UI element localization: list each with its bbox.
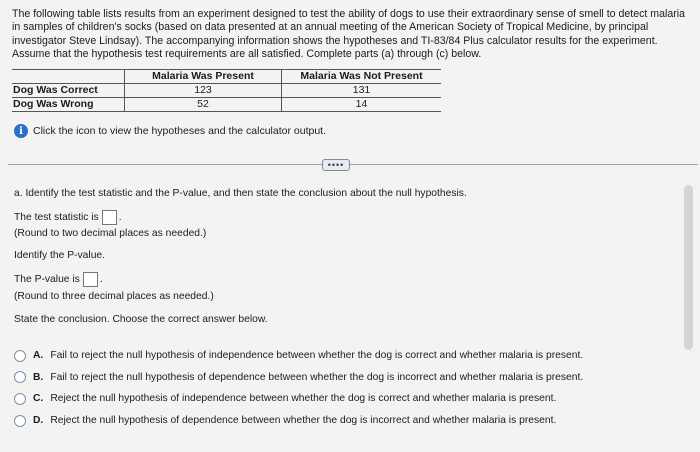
cell-wrong-not-present: 14 — [355, 98, 368, 110]
table-header-row — [12, 70, 441, 84]
option-letter: B. — [33, 371, 44, 383]
option-text: Fail to reject the null hypothesis of dependence between whether the dog is incorrect and whether malaria is present. — [50, 371, 584, 383]
info-icon[interactable]: i — [14, 124, 28, 138]
section-divider — [8, 164, 698, 165]
option-d[interactable] — [14, 410, 583, 432]
cell-correct-present: 123 — [125, 84, 282, 98]
cell-wrong-present: 52 — [125, 98, 282, 112]
radio-icon[interactable] — [14, 371, 26, 383]
vertical-scrollbar[interactable] — [684, 185, 693, 350]
p-value-input[interactable] — [83, 272, 98, 287]
option-letter: A. — [33, 350, 44, 362]
test-statistic-hint: (Round to two decimal places as needed.) — [14, 228, 207, 239]
radio-icon[interactable] — [14, 350, 26, 362]
option-letter: D. — [33, 415, 44, 427]
option-text: Fail to reject the null hypothesis of independence between whether the dog is correct and whether malaria is present. — [50, 350, 584, 362]
answer-options — [14, 345, 583, 431]
option-text: Reject the null hypothesis of dependence between whether the dog is incorrect and whether malaria is present. — [50, 415, 557, 427]
row-label-dog-correct: Dog Was Correct — [12, 84, 125, 98]
radio-icon[interactable] — [14, 415, 26, 427]
info-text: Click the icon to view the hypotheses and the calculator output. — [33, 125, 327, 137]
results-table — [12, 69, 441, 112]
option-c[interactable] — [14, 388, 583, 410]
conclusion-prompt: State the conclusion. Choose the correct answer below. — [14, 314, 268, 325]
period: . — [99, 274, 103, 285]
p-value-line — [14, 272, 103, 287]
table-row — [12, 84, 441, 98]
p-value-hint: (Round to three decimal places as needed.) — [14, 291, 214, 302]
identify-p-value-label: Identify the P-value. — [14, 250, 106, 261]
period: . — [118, 212, 122, 223]
option-text: Reject the null hypothesis of independence between whether the dog is correct and whether malaria is present. — [50, 393, 557, 405]
test-statistic-prefix: The test statistic is — [14, 212, 99, 223]
table-corner-cell — [12, 70, 125, 84]
table-row — [12, 98, 441, 112]
radio-icon[interactable] — [14, 393, 26, 405]
test-statistic-input[interactable] — [102, 210, 117, 225]
info-row — [14, 124, 326, 138]
p-value-prefix: The P-value is — [14, 274, 80, 285]
column-header-malaria-not-present: Malaria Was Not Present — [282, 70, 442, 84]
part-a-title: a. Identify the test statistic and the P-value, and then state the conclusion about the null hypothesis. — [14, 188, 467, 199]
test-statistic-line — [14, 210, 122, 225]
option-a[interactable] — [14, 345, 583, 367]
expand-more-button[interactable]: •••• — [322, 159, 350, 171]
cell-correct-not-present: 131 — [352, 84, 371, 96]
option-letter: C. — [33, 393, 44, 405]
problem-intro: The following table lists results from an experiment designed to test the ability of dogs to use their extraordinary sense of smell to detect malaria in samples of children's socks (based on data presented at an annual meeting of the American Society of Tropical Medicine, by principal investigator Steve Lindsay). The accompanying information shows the hypotheses and TI-83/84 Plus calculator results for the experiment. Assume that the hypothesis test requirements are all satisfied. Complete parts (a) through (c) below. — [12, 8, 686, 61]
option-b[interactable] — [14, 367, 583, 389]
column-header-malaria-present: Malaria Was Present — [125, 70, 282, 84]
row-label-dog-wrong: Dog Was Wrong — [12, 98, 125, 112]
